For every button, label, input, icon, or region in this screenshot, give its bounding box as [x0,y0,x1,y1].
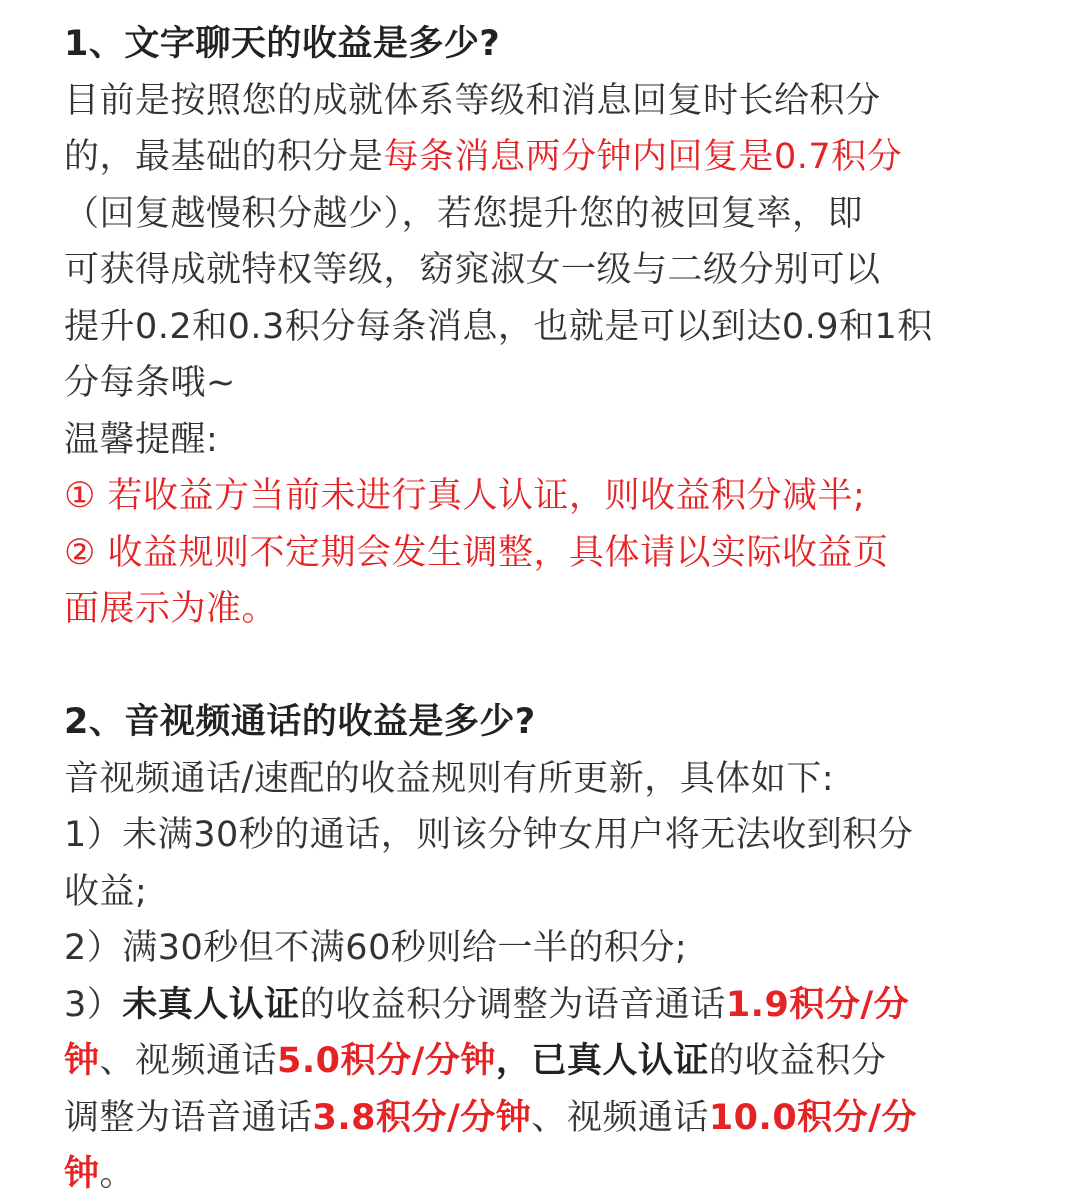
tip-item-1 [64,468,1024,525]
rule-item-3-cont [64,1146,1024,1203]
tip-item-2-cont: 面展示为准。 [64,589,278,629]
text-span: 调整为语音通话 [64,1097,313,1138]
rate-highlight: 3.8积分/分钟 [312,1097,532,1138]
paragraph-line [64,129,1024,186]
rate-highlight: 5.0积分/分钟 [277,1041,496,1081]
paragraph-line: 提升0.2和0.3积分每条消息，也就是可以到达0.9和1积 [64,306,933,347]
text-span: 、视频通话 [531,1097,709,1138]
rate-highlight: 1.9积分/分 [725,984,910,1025]
rule-item-1-cont: 收益; [64,871,148,912]
paragraph-line: 可获得成就特权等级，窈窕淑女一级与二级分别可以 [64,250,881,290]
highlight-text: 每条消息两分钟内回复是0.7积分 [383,137,903,177]
tip-item-2 [64,525,1024,582]
rule-item-3 [64,977,1024,1034]
rule-item-3-cont [64,1090,1024,1147]
rule-item-3-cont [64,1033,1024,1090]
rule-item-2: 2）满30秒但不满60秒则给一半的积分; [64,928,688,968]
rate-highlight: 钟 [64,1154,100,1194]
text-span: 的收益积分调整为语音通话 [299,984,726,1025]
text-span: 3） [64,984,123,1025]
tip-text: 收益规则不定期会发生调整，具体请以实际收益页 [107,532,889,573]
section-1-heading: 1、文字聊天的收益是多少? [64,24,501,64]
paragraph-line: 音视频通话/速配的收益规则有所更新，具体如下: [64,758,835,799]
document-body [64,16,1024,1203]
rate-highlight: 钟 [64,1041,100,1081]
bold-text: 未真人认证 [122,984,300,1025]
text-span: 的收益积分 [708,1041,887,1081]
tip-title: 温馨提醒: [64,419,219,460]
bold-text: ，已真人认证 [495,1041,709,1081]
section-spacer [64,638,1024,695]
text-span: 。 [99,1154,136,1194]
section-2-heading: 2、音视频通话的收益是多少? [64,702,536,742]
tip-marker: ② [64,532,108,573]
tip-text: 若收益方当前未进行真人认证，则收益积分减半; [107,476,866,516]
paragraph-line: （回复越慢积分越少），若您提升您的被回复率，即 [64,193,864,234]
paragraph-line: 分每条哦~ [64,363,236,403]
tip-marker: ① [64,476,108,516]
paragraph-line: 目前是按照您的成就体系等级和消息回复时长给积分 [64,80,881,121]
rate-highlight: 10.0积分/分 [708,1097,917,1138]
text-span: 的，最基础的积分是 [64,137,384,177]
text-span: 、视频通话 [99,1041,278,1081]
rule-item-1: 1）未满30秒的通话，则该分钟女用户将无法收到积分 [64,815,914,855]
